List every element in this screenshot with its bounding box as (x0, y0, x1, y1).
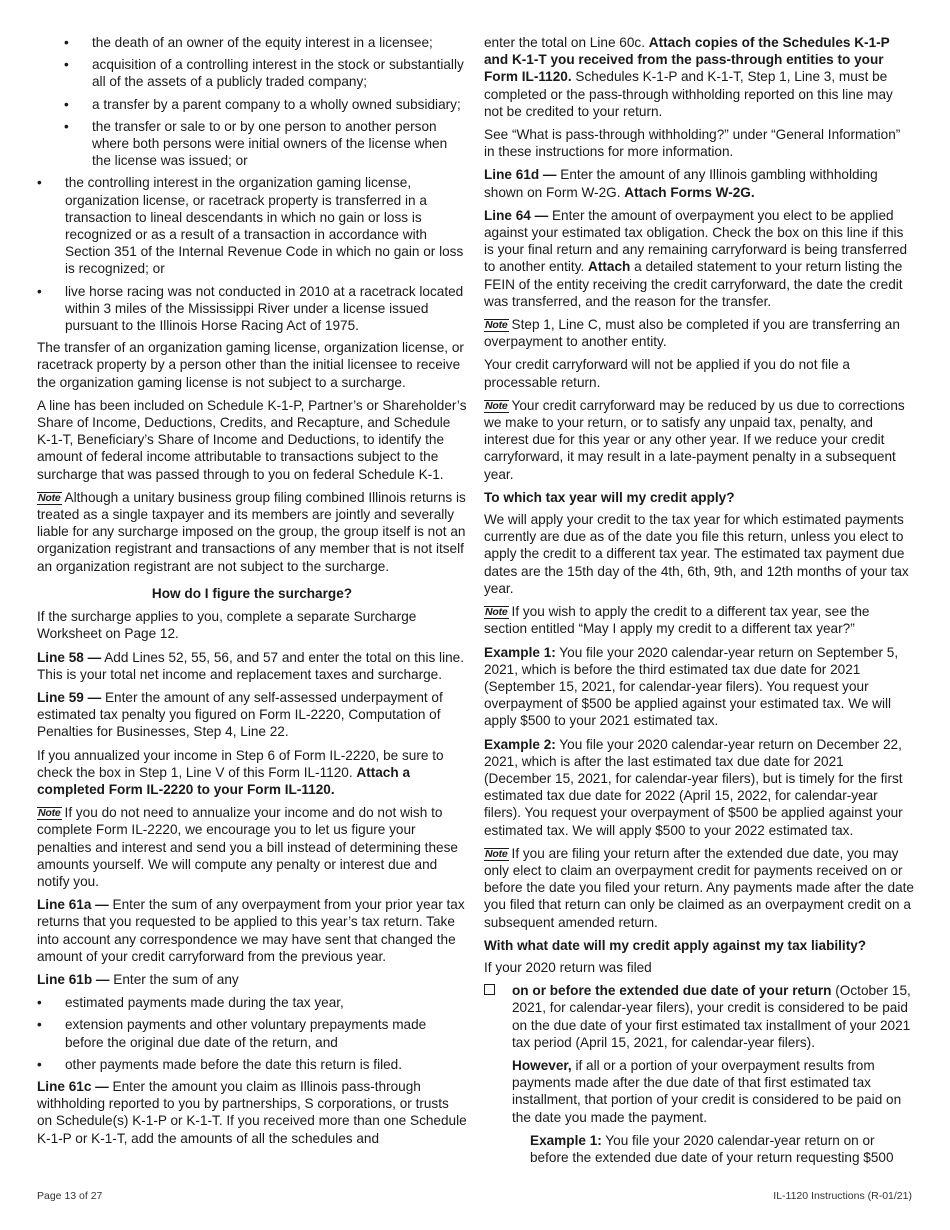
bullet: • (64, 35, 69, 50)
example-1: Example 1: You file your 2020 calendar-year return on September 5, 2021, which is before the third estimated tax due date for 2021 (September 15, 2021, for calendar-year filers). You request your overpayment of $500 be applied against your estimated tax. We will apply $500 to your 2021 estimated tax. (484, 644, 899, 729)
note-icon: Note (38, 807, 61, 820)
bullet: • (37, 175, 42, 191)
list-item: • the transfer or sale to or by one person to another person where both persons were initial owners of the license when the license was issued; or (64, 118, 448, 169)
paragraph-apply: We will apply your credit to the tax year for which estimated payments currently are due as of the date you file this return, unless you elect to apply the credit to a different tax year. The estimated tax payment due dates are the 15th day of the 4th, 6th, 9th, and 12th months of your tax year. (484, 512, 909, 596)
line-59: Line 59 — Enter the amount of any self-assessed underpayment of estimated tax penalty you figured on Form IL-2220, Computation of Penalties for Businesses, Step 4, Line 22. (37, 689, 443, 740)
note-il2220: Note If you do not need to annualize your income and do not wish to complete Form IL-2220, we encourage you to let us figure your penalties and interest and send you a bill instead of determining these amounts yourself. We will compute any penalty or interest due and notify you. (37, 805, 458, 889)
list-item: • estimated payments made during the tax year, (37, 995, 344, 1011)
note-icon: Note (485, 847, 508, 860)
note-unitary: Note Although a unitary business group filing combined Illinois returns is treated as a single taxpayer and its members are jointly and severally liable for any surcharge imposed on the group, the group itself is not an organization registrant and transactions of any member that is not itself an organization registrant are not subject to the surcharge. (37, 489, 466, 574)
section-heading: How do I figure the surcharge? (151, 585, 353, 601)
note-icon: Note (485, 606, 508, 619)
paragraph-if-filed: If your 2020 return was filed (484, 959, 652, 975)
bullet: • (37, 1017, 42, 1033)
form-id: IL-1120 Instructions (R-01/21) (773, 1190, 912, 1202)
note-different-year: Note If you wish to apply the credit to a different tax year, see the section entitled “May I apply my credit to a different tax year?” (484, 604, 870, 637)
note-step-c: Note Step 1, Line C, must also be completed if you are transferring an overpayment to another entity. (484, 317, 900, 350)
paragraph-transfer: The transfer of an organization gaming license, organization license, or racetrack property by a person other than the initial licensee to receive the organization gaming license is not subject to a surcharge. (37, 340, 464, 390)
bullet: • (64, 118, 69, 134)
bullet: • (37, 995, 42, 1011)
checkbox-item: on or before the extended due date of your return (October 15, 2021, for calendar-year filers), your credit is considered to be paid on the due date of your first estimated tax installment of your 2021 tax period (April 15, 2021, for calendar-year filers). (484, 982, 914, 1051)
paragraph-applies: If the surcharge applies to you, complete a separate Surcharge Worksheet on Page 12. (37, 609, 417, 642)
note-reduced: Note Your credit carryforward may be reduced by us due to corrections we make to your return, or to satisfy any unpaid tax, penalty, and interest due for this year or any other year. If we reduce your credit carryforward, it may result in a late-payment penalty in a subsequent year. (484, 397, 905, 482)
bullet: • (37, 1056, 42, 1072)
note-icon: Note (485, 399, 508, 412)
list-item: • the death of an owner of the equity interest in a licensee; (64, 35, 433, 50)
subheading-credit-date: With what date will my credit apply against my tax liability? (484, 937, 867, 953)
right-column (484, 34, 914, 1172)
line-64: Line 64 — Enter the amount of overpayment you elect to be applied against your estimated tax obligation. Check the box on this line if this is your final return and any remaining carryforward is being transferred to another entity. Attach a detailed statement to your return listing the FEIN of the entity receiving the credit carryforward, the date the credit was transferred, and the reason for the transfer. (484, 207, 908, 309)
list-item: • the controlling interest in the organization gaming license, organization license, or racetrack property is transferred in a transaction to lineal descendants in which no gain or loss is recognized or as a result of a transaction in accordance with Section 351 of the Internal Revenue Code in which no gain or loss is recognized; or (37, 175, 464, 277)
example-3: Example 1: You file your 2020 calendar-year return on or before the extended due date of your return requesting $500 (530, 1132, 894, 1165)
list-item: • extension payments and other voluntary prepayments made before the original due date of the return, and (37, 1017, 427, 1050)
bullet: • (64, 57, 69, 73)
line-61d: Line 61d — Enter the amount of any Illinois gambling withholding shown on Form W-2G. Attach Forms W-2G. (484, 167, 878, 200)
list-item: • a transfer by a parent company to a wholly owned subsidiary; (64, 96, 461, 112)
list-item: • other payments made before the date this return is filed. (37, 1056, 403, 1072)
left-column (37, 34, 467, 1153)
list-item: • live horse racing was not conducted in 2010 at a racetrack located within 3 miles of the Mississippi River under a license issued pursuant to the Illinois Horse Racing Act of 1975. (37, 283, 464, 334)
line-58: Line 58 — Add Lines 52, 55, 56, and 57 and enter the total on this line. This is your total net income and replacement taxes and surcharge. (37, 649, 464, 682)
subheading-tax-year: To which tax year will my credit apply? (484, 489, 735, 505)
paragraph-schedule-line: A line has been included on Schedule K-1-P, Partner’s or Shareholder’s Share of Income, Deductions, Credits, and Recapture, and Schedule K-1-T, Beneficiary’s Share of Income and Deductions, to identify the amount of federal income attributable to transactions subject to the surcharge that was passed through to you on federal Schedule K-1. (37, 397, 467, 482)
paragraph-however: However, if all or a portion of your overpayment results from payments made after the due date of that first estimated tax installment, that portion of your credit is considered to be paid on the date you made the payment. (512, 1057, 902, 1125)
paragraph-see: See “What is pass-through withholding?” under “General Information” in these instructions for more information. (484, 127, 901, 160)
paragraph-continued: enter the total on Line 60c. Attach copies of the Schedules K-1-P and K-1-T you received from the pass-through entities to your Form IL-1120. Schedules K-1-P and K-1-T, Step 1, Line 3, must be completed or the pass-through withholding reported on this line may not be credited to your return. (484, 35, 893, 119)
note-extended: Note If you are filing your return after the extended due date, you may only elect to claim an overpayment credit for payments received on or before the date you filed your return. Any payments made after the date you filed that return can only be claimed as an overpayment credit on a subsequent amended return. (484, 845, 914, 930)
checkbox-square-icon (484, 984, 495, 995)
paragraph-annualized: If you annualized your income in Step 6 of Form IL-2220, be sure to check the box in Step 1, Line V of this Form IL-1120. Attach a completed Form IL-2220 to your Form IL-1120. (37, 747, 444, 797)
bullet: • (64, 96, 69, 112)
page-number: Page 13 of 27 (37, 1190, 103, 1202)
line-61a: Line 61a — Enter the sum of any overpayment from your prior year tax returns that you requested to be applied to this year’s tax return. Take into account any correspondence we may have sent that changed the amount of your credit carryforward from the previous year. (37, 897, 465, 964)
line-61b: Line 61b — Enter the sum of any (37, 971, 239, 987)
line-61c: Line 61c — Enter the amount you claim as Illinois pass-through withholding reported to you by partnerships, S corporations, or trusts on Schedule(s) K-1-P or K-1-T. If you received more than one Schedule K-1-P or K-1-T, add the amounts of all the schedules and (37, 1078, 467, 1146)
list-item: • acquisition of a controlling interest in the stock or substantially all of the assets of a publicly traded company; (64, 57, 464, 90)
note-icon: Note (38, 491, 61, 504)
example-2: Example 2: You file your 2020 calendar-year return on December 22, 2021, which is after the last estimated tax due date for 2021 (December 15, 2021, for calendar-year filers), but is timely for the first estimated tax due date for 2022 (April 15, 2022, for calendar-year filers). You request your overpayment of $500 be applied against your estimated tax. We will apply $500 to your 2022 estimated tax. (484, 736, 903, 838)
bullet: • (37, 283, 42, 299)
paragraph-carryforward: Your credit carryforward will not be applied if you do not file a processable return. (484, 357, 850, 390)
note-icon: Note (485, 319, 508, 332)
